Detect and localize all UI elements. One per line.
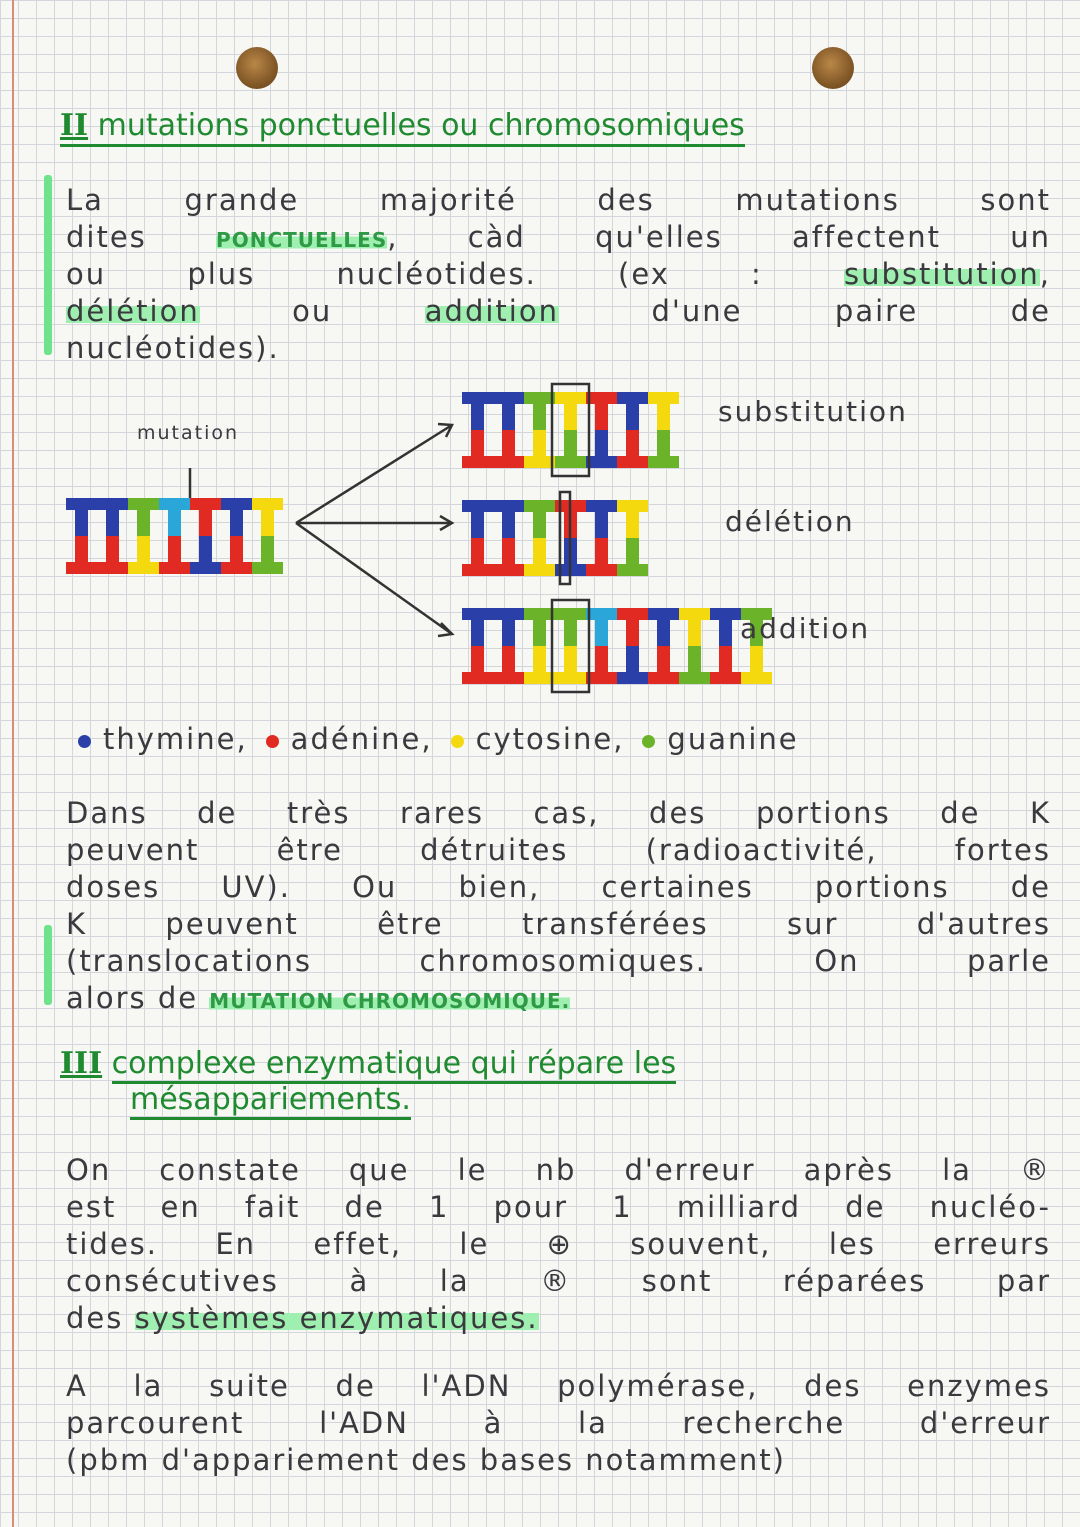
bottom-base (626, 538, 639, 564)
bottom-base (533, 538, 546, 564)
highlighted-term: substitution (844, 257, 1040, 291)
bottom-base (75, 536, 88, 562)
legend-item (78, 722, 248, 756)
top-base (471, 620, 484, 646)
top-base-backbone (524, 392, 555, 404)
bottom-base-backbone (710, 672, 741, 684)
top-base (533, 404, 546, 430)
bottom-base (595, 646, 608, 672)
page-margin-line (12, 0, 14, 1527)
bottom-base (626, 646, 639, 672)
text-segment: A la suite de l'ADN polymérase, des enzymes (66, 1369, 1051, 1403)
arrow-lines (296, 425, 452, 634)
top-base-backbone (524, 608, 555, 620)
text-segment: ou (199, 294, 425, 328)
text-line (66, 219, 1051, 256)
section-3-heading (60, 1046, 676, 1118)
substitution-label: substitution (718, 395, 908, 428)
top-base-backbone (710, 608, 741, 620)
bottom-base (719, 646, 732, 672)
separator: , (421, 722, 433, 756)
text-line (66, 1442, 1051, 1479)
top-base-backbone (555, 608, 586, 620)
bottom-base-backbone (462, 672, 493, 684)
text-segment: nucléotides). (66, 331, 280, 365)
legend-dot-icon (642, 735, 655, 748)
bottom-base-backbone (190, 562, 221, 574)
bottom-base-backbone (252, 562, 283, 574)
bottom-base (502, 646, 515, 672)
top-base-backbone (190, 498, 221, 510)
bottom-base (533, 646, 546, 672)
bottom-base (471, 538, 484, 564)
paragraph-chromosomique (66, 795, 1051, 1017)
separator: , (236, 722, 248, 756)
legend-dot-icon (451, 735, 464, 748)
top-base-backbone (555, 392, 586, 404)
section-title-line: mésappariements. (130, 1082, 411, 1120)
text-line (66, 906, 1051, 943)
bottom-base-backbone (648, 456, 679, 468)
top-base (533, 512, 546, 538)
text-segment: des (66, 1301, 135, 1335)
top-base (471, 404, 484, 430)
top-base-backbone (648, 392, 679, 404)
bottom-base (261, 536, 274, 562)
deletion-label: délétion (725, 505, 855, 538)
bottom-base-backbone (586, 456, 617, 468)
bottom-base (750, 646, 763, 672)
top-base-backbone (462, 392, 493, 404)
highlighted-term: MUTATION CHROMOSOMIQUE. (209, 989, 571, 1013)
bottom-base (595, 430, 608, 456)
legend-dot-icon (78, 735, 91, 748)
separator: , (613, 722, 625, 756)
top-base (595, 512, 608, 538)
top-base (168, 510, 181, 536)
top-base (595, 404, 608, 430)
bottom-base-backbone (159, 562, 190, 574)
bottom-base-backbone (586, 672, 617, 684)
bottom-base-backbone (679, 672, 710, 684)
top-base (564, 404, 577, 430)
original-dna-strand (66, 498, 283, 574)
text-line (66, 1226, 1051, 1263)
text-segment: , càd qu'elles affectent un (387, 220, 1051, 254)
addition-dna-strand (462, 600, 772, 692)
legend-label: thymine (103, 722, 237, 756)
text-segment: dites (66, 220, 217, 254)
text-line (66, 256, 1051, 293)
deletion-dna-strand (462, 500, 648, 576)
top-base-backbone (221, 498, 252, 510)
top-base (626, 512, 639, 538)
bottom-base (595, 538, 608, 564)
text-segment: tides. En effet, le ⊕ souvent, les erreurs (66, 1227, 1051, 1261)
bottom-base-backbone (462, 564, 493, 576)
legend-label: adénine (290, 722, 422, 756)
text-segment: parcourent l'ADN à la recherche d'erreur (66, 1406, 1051, 1440)
top-base-backbone (462, 608, 493, 620)
legend-item (642, 722, 798, 756)
bottom-base-backbone (66, 562, 97, 574)
bottom-base-backbone (97, 562, 128, 574)
bottom-base-backbone (555, 456, 586, 468)
bottom-base (688, 646, 701, 672)
top-base-backbone (524, 500, 555, 512)
arrows (190, 424, 452, 636)
text-line (66, 1152, 1051, 1189)
highlighted-term: systèmes enzymatiques. (134, 1301, 539, 1335)
text-line (66, 1300, 1051, 1337)
top-base-backbone (648, 608, 679, 620)
bottom-base (502, 430, 515, 456)
section-2-heading (60, 108, 745, 147)
top-base-backbone (252, 498, 283, 510)
highlight-bar (44, 175, 52, 355)
text-segment: K peuvent être transférées sur d'autres (66, 907, 1051, 941)
bottom-base-backbone (221, 562, 252, 574)
paragraph-ponctuelles (66, 182, 1051, 367)
legend-item (451, 722, 625, 756)
bottom-base-backbone (128, 562, 159, 574)
paragraph-adn-polymerase (66, 1368, 1051, 1479)
legend-dot-icon (266, 735, 279, 748)
top-base-backbone (66, 498, 97, 510)
base-color-legend (78, 722, 799, 756)
text-line (66, 293, 1051, 330)
bottom-base (626, 430, 639, 456)
text-segment: doses UV). Ou bien, certaines portions de (66, 870, 1051, 904)
text-line (66, 795, 1051, 832)
bottom-base (137, 536, 150, 562)
text-segment: consécutives à la ® sont réparées par (66, 1264, 1051, 1298)
top-base-backbone (493, 608, 524, 620)
bottom-base-backbone (493, 564, 524, 576)
text-segment: est en fait de 1 pour 1 milliard de nucléo- (66, 1190, 1051, 1224)
text-line (66, 869, 1051, 906)
top-base-backbone (462, 500, 493, 512)
bottom-base (471, 646, 484, 672)
bottom-base-backbone (555, 672, 586, 684)
legend-item (266, 722, 433, 756)
top-base (626, 620, 639, 646)
bottom-base (168, 536, 181, 562)
text-segment: , (1039, 257, 1051, 291)
arrow-heads (438, 424, 452, 636)
legend-label: cytosine (475, 722, 614, 756)
top-base (137, 510, 150, 536)
text-segment: ou plus nucléotides. (ex : (66, 257, 845, 291)
top-base-backbone (679, 608, 710, 620)
bottom-base (564, 646, 577, 672)
text-line (66, 832, 1051, 869)
bottom-base (471, 430, 484, 456)
highlighted-term: addition (424, 294, 559, 328)
text-line (66, 1405, 1051, 1442)
bottom-base-backbone (524, 564, 555, 576)
legend-label: guanine (667, 722, 799, 756)
bottom-base-backbone (617, 564, 648, 576)
text-segment: Dans de très rares cas, des portions de K (66, 796, 1051, 830)
top-base (657, 620, 670, 646)
text-line (66, 1189, 1051, 1226)
section-title-line: complexe enzymatique qui répare les (112, 1046, 677, 1084)
text-segment: On constate que le nb d'erreur après la ® (66, 1153, 1051, 1187)
top-base-backbone (493, 500, 524, 512)
top-base (595, 620, 608, 646)
highlight-bar (44, 925, 52, 1005)
top-base-backbone (493, 392, 524, 404)
bottom-base (199, 536, 212, 562)
top-base-backbone (586, 500, 617, 512)
top-base (626, 404, 639, 430)
substitution-dna-strand (462, 384, 679, 476)
text-segment: alors de (66, 981, 210, 1015)
text-line (66, 1263, 1051, 1300)
text-line (66, 943, 1051, 980)
top-base (502, 404, 515, 430)
addition-label: addition (740, 612, 871, 645)
text-segment: (translocations chromosomiques. On parle (66, 944, 1051, 978)
text-segment: d'une paire de (558, 294, 1051, 328)
bottom-base-backbone (617, 456, 648, 468)
top-base (261, 510, 274, 536)
bottom-base (657, 646, 670, 672)
bottom-base-backbone (741, 672, 772, 684)
top-base (471, 512, 484, 538)
bottom-base (657, 430, 670, 456)
bottom-base (230, 536, 243, 562)
bottom-base (533, 430, 546, 456)
text-segment: peuvent être détruites (radioactivité, fortes (66, 833, 1051, 867)
mutation-label: mutation (137, 422, 240, 444)
top-base-backbone (617, 500, 648, 512)
paragraph-reparation (66, 1152, 1051, 1337)
top-base-backbone (97, 498, 128, 510)
text-line (66, 182, 1051, 219)
bottom-base (106, 536, 119, 562)
top-base-backbone (159, 498, 190, 510)
top-base-backbone (586, 392, 617, 404)
binder-hole (812, 47, 854, 89)
bottom-base-backbone (493, 456, 524, 468)
top-base-backbone (586, 608, 617, 620)
text-line (66, 1368, 1051, 1405)
bottom-base (502, 538, 515, 564)
binder-hole (236, 47, 278, 89)
top-base (199, 510, 212, 536)
top-base (502, 620, 515, 646)
top-base (719, 620, 732, 646)
section-title: mutations ponctuelles ou chromosomiques (97, 108, 745, 143)
highlighted-term: PONCTUELLES (216, 228, 388, 252)
text-segment: (pbm d'appariement des bases notamment) (66, 1443, 786, 1477)
bottom-base (564, 430, 577, 456)
top-base (230, 510, 243, 536)
section-number: III (60, 1046, 103, 1081)
bottom-base-backbone (462, 456, 493, 468)
text-line (66, 330, 1051, 367)
top-base (75, 510, 88, 536)
top-base (106, 510, 119, 536)
bottom-base-backbone (493, 672, 524, 684)
top-base (688, 620, 701, 646)
top-base-backbone (128, 498, 159, 510)
bottom-base-backbone (524, 672, 555, 684)
top-base-backbone (617, 608, 648, 620)
section-number: II (60, 108, 89, 143)
bottom-base-backbone (617, 672, 648, 684)
bottom-base-backbone (648, 672, 679, 684)
top-base (502, 512, 515, 538)
bottom-base-backbone (524, 456, 555, 468)
highlighted-term: délétion (66, 294, 200, 328)
text-line (66, 980, 1051, 1017)
top-base-backbone (617, 392, 648, 404)
top-base (657, 404, 670, 430)
bottom-base-backbone (586, 564, 617, 576)
top-base (564, 620, 577, 646)
text-segment: La grande majorité des mutations sont (66, 183, 1051, 217)
top-base (533, 620, 546, 646)
